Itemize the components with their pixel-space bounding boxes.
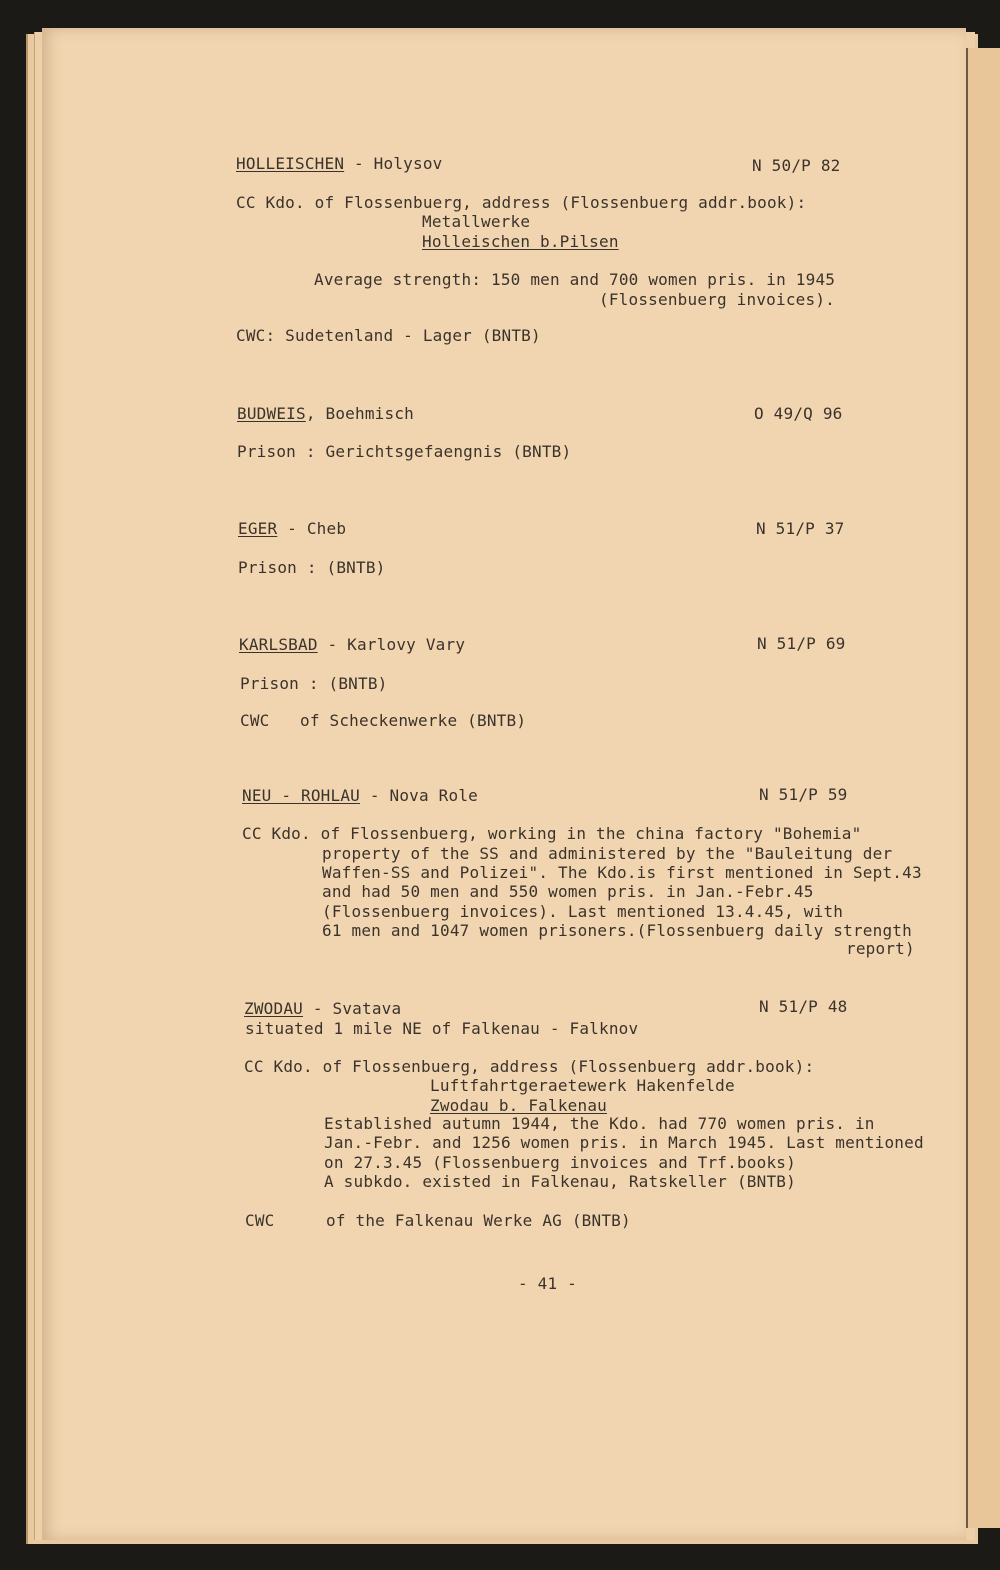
map-reference: N 50/P 82 — [752, 156, 841, 175]
entry-text: Average strength: 150 men and 700 women pris. in 1945 — [314, 270, 836, 289]
entry-text: CC Kdo. of Flossenbuerg, address (Flossenbuerg addr.book): — [244, 1057, 815, 1076]
entry-text: Zwodau b. Falkenau — [430, 1096, 607, 1115]
entry-text: Luftfahrtgeraetewerk Hakenfelde — [430, 1076, 735, 1095]
document-page — [42, 28, 966, 1540]
entry-text: Metallwerke — [422, 212, 531, 231]
place-name: ZWODAU — [244, 999, 303, 1018]
place-name-czech: - Holysov — [344, 154, 443, 173]
entry-text: on 27.3.45 (Flossenbuerg invoices and Trf.books) — [324, 1153, 796, 1172]
entry-text: Waffen-SS and Polizei". The Kdo.is first mentioned in Sept.43 — [322, 863, 922, 882]
entry-text: 61 men and 1047 women prisoners.(Flossenbuerg daily strength — [322, 921, 912, 940]
map-reference: O 49/Q 96 — [754, 404, 843, 423]
place-name-qualifier: , Boehmisch — [305, 404, 415, 423]
entry-text: Prison : Gerichtsgefaengnis (BNTB) — [237, 442, 572, 461]
entry-text: (Flossenbuerg invoices). Last mentioned 13.4.45, with — [322, 902, 844, 921]
entry-label: CWC — [240, 711, 270, 730]
entry-text: A subkdo. existed in Falkenau, Ratskeller (BNTB) — [324, 1172, 796, 1191]
entry-text: CWC: Sudetenland - Lager (BNTB) — [236, 326, 541, 345]
entry-heading-neu-rohlau — [242, 786, 478, 805]
place-name-czech: - Nova Role — [360, 786, 478, 805]
entry-text: Holleischen b.Pilsen — [422, 232, 619, 251]
map-reference: N 51/P 48 — [759, 997, 848, 1016]
next-page-edge — [968, 48, 1000, 1528]
entry-text: Prison : (BNTB) — [238, 558, 386, 577]
entry-text: property of the SS and administered by the "Bauleitung der — [322, 844, 893, 863]
entry-label: CWC — [245, 1211, 275, 1230]
entry-text: CC Kdo. of Flossenbuerg, working in the china factory "Bohemia" — [242, 824, 862, 843]
entry-text: situated 1 mile NE of Falkenau - Falknov — [245, 1019, 639, 1038]
map-reference: N 51/P 59 — [759, 785, 848, 804]
entry-heading-holleischen — [236, 154, 443, 173]
entry-text: Jan.-Febr. and 1256 women pris. in March 1945. Last mentioned — [324, 1133, 924, 1152]
entry-heading-budweis — [237, 404, 414, 423]
place-name-czech: - Karlovy Vary — [317, 635, 466, 654]
map-reference: N 51/P 69 — [757, 634, 846, 653]
entry-heading-eger — [238, 519, 346, 538]
entry-text: of Scheckenwerke (BNTB) — [300, 711, 527, 730]
entry-text: (Flossenbuerg invoices). — [599, 290, 835, 309]
entry-text: of the Falkenau Werke AG (BNTB) — [326, 1211, 631, 1230]
entry-text: CC Kdo. of Flossenbuerg, address (Flossenbuerg addr.book): — [236, 193, 807, 212]
place-name: EGER — [238, 519, 278, 538]
place-name: BUDWEIS — [237, 404, 306, 423]
map-reference: N 51/P 37 — [756, 519, 845, 538]
page-number: - 41 - — [518, 1274, 577, 1293]
entry-heading-karlsbad — [239, 635, 465, 654]
entry-text: Prison : (BNTB) — [240, 674, 388, 693]
entry-text: Established autumn 1944, the Kdo. had 770 women pris. in — [324, 1114, 875, 1133]
place-name: KARLSBAD — [239, 635, 318, 654]
place-name-czech: - Cheb — [277, 519, 347, 538]
entry-heading-zwodau — [244, 999, 401, 1018]
place-name: NEU - ROHLAU — [242, 786, 360, 805]
place-name: HOLLEISCHEN — [236, 154, 345, 173]
place-name-czech: - Svatava — [303, 999, 402, 1018]
entry-text: report) — [846, 939, 915, 958]
entry-text: and had 50 men and 550 women pris. in Jan.-Febr.45 — [322, 882, 814, 901]
